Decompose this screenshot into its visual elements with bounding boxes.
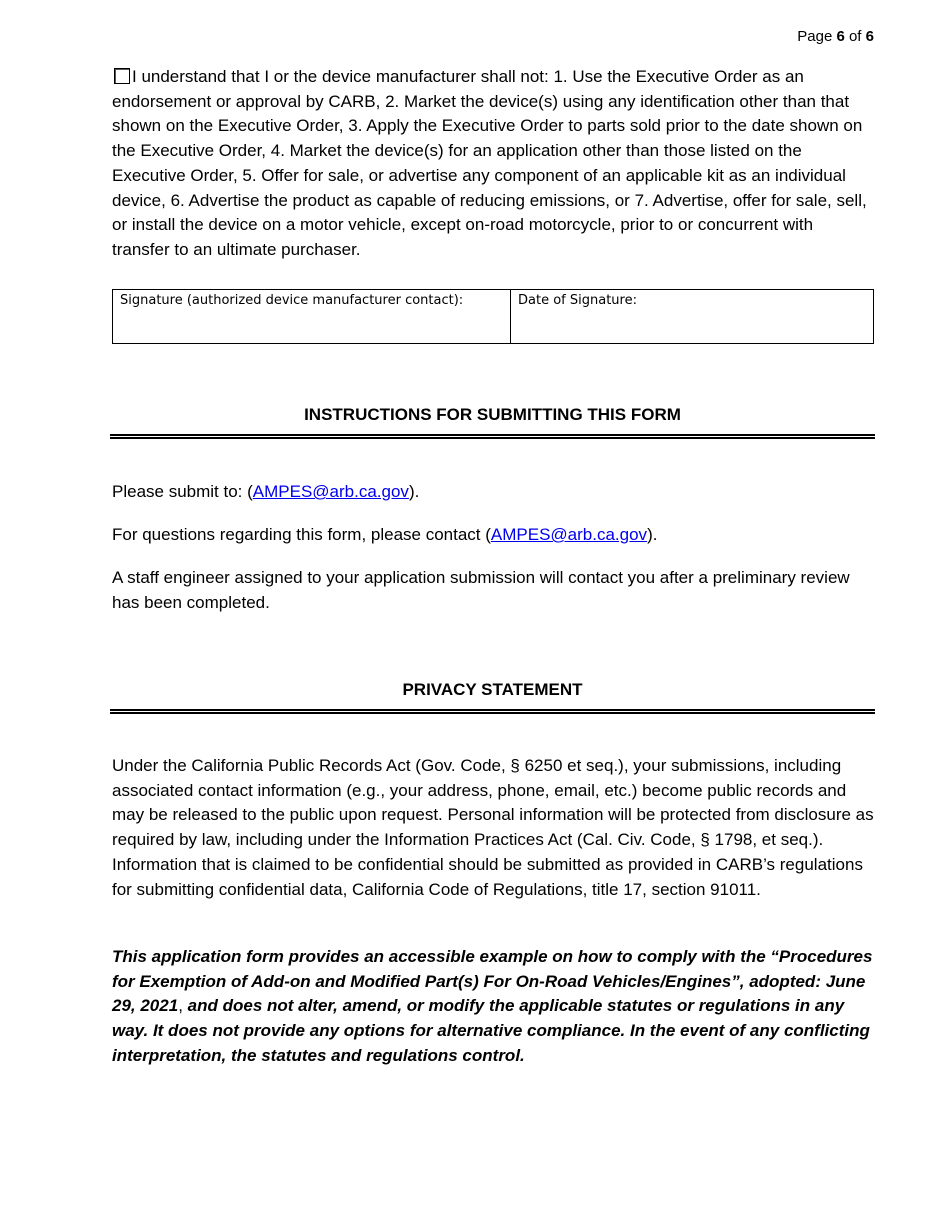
signature-label: Signature (authorized device manufacturer contact):: [120, 293, 464, 308]
privacy-heading: PRIVACY STATEMENT: [110, 680, 875, 714]
privacy-body: Under the California Public Records Act (Gov. Code, § 6250 et seq.), your submissions, including associated contact information (e.g., your address, phone, email, etc.) become public records and may be released to the public upon request. Personal information will be protected from disclosure as required by law, including under the Information Practices Act (Cal. Civ. Code, § 1798, et seq.). Information that is claimed to be confidential should be submitted as provided in CARB’s regulations for submitting confidential data, California Code of Regulations, title 17, section 91011.: [112, 756, 874, 899]
page-prefix: Page: [797, 28, 837, 45]
questions-email-link[interactable]: AMPES@arb.ca.gov: [490, 525, 648, 544]
date-label: Date of Signature:: [518, 293, 637, 308]
submit-prefix: Please submit to: (: [112, 482, 253, 501]
submit-paragraph: [112, 480, 874, 505]
signature-field[interactable]: [113, 290, 511, 344]
questions-prefix: For questions regarding this form, please contact (: [112, 525, 491, 544]
acknowledgment-paragraph: [112, 65, 874, 263]
instructions-heading: INSTRUCTIONS FOR SUBMITTING THIS FORM: [110, 405, 875, 439]
questions-suffix: ).: [647, 525, 658, 544]
page-total: 6: [865, 28, 874, 45]
disclaimer-comma: ,: [178, 996, 183, 1016]
signature-table: [112, 289, 874, 344]
disclaimer-paragraph: [112, 945, 874, 1069]
disclaimer-part1: This application form provides an accessible example on how to comply with the “Procedures for Exemption of Add-on and Modified Part(s) For On-Road Vehicles/Engines”, adopted: June 29, 2021: [112, 947, 873, 1016]
date-field[interactable]: [511, 290, 874, 344]
acknowledgment-checkbox[interactable]: [114, 68, 130, 84]
submit-email-link[interactable]: AMPES@arb.ca.gov: [252, 482, 409, 501]
page-current: 6: [836, 28, 845, 45]
questions-paragraph: [112, 523, 874, 548]
staff-paragraph: A staff engineer assigned to your application submission will contact you after a preliminary review has been completed.: [112, 568, 850, 612]
submit-suffix: ).: [408, 482, 420, 501]
page-of: of: [844, 28, 866, 45]
disclaimer-part2: and does not alter, amend, or modify the applicable statutes or regulations in any way. It does not provide any options for alternative compliance. In the event of any conflicting interpretation, the statutes and regulations control.: [112, 996, 870, 1065]
acknowledgment-text: I understand that I or the device manufacturer shall not: 1. Use the Executive Order as an endorsement or approval by CARB, 2. Market the device(s) using any identification other than that shown on the Executive Order, 3. Apply the Executive Order to parts sold prior to the date shown on the Executive Order, 4. Market the device(s) for an application other than those listed on the Executive Order, 5. Offer for sale, or advertise any component of an applicable kit as an individual device, 6. Advertise the product as capable of reducing emissions, or 7. Advertise, offer for sale, sell, or install the device on a motor vehicle, except on-road motorcycle, prior to or concurrent with transfer to an ultimate purchaser.: [112, 67, 867, 259]
page-number: [797, 28, 874, 45]
